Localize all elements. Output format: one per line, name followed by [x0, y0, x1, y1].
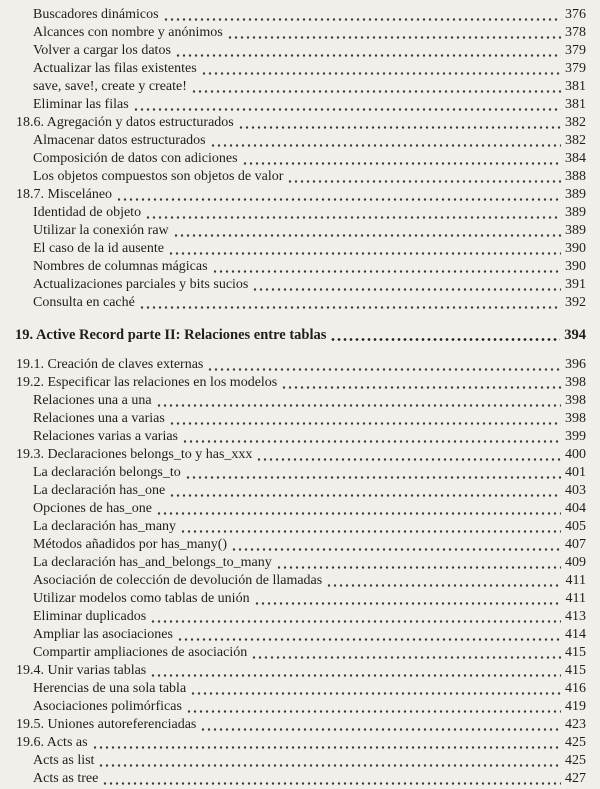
toc-entry: [15, 590, 586, 608]
toc-entry-page: 398: [565, 375, 586, 390]
toc-entry: [15, 6, 586, 24]
toc-entry: [15, 752, 586, 770]
toc-leader-dots: [326, 584, 561, 587]
toc-leader-dots: [163, 18, 561, 21]
table-of-contents: [15, 6, 586, 788]
toc-entry-page: 403: [565, 483, 586, 498]
toc-entry-page: 416: [565, 681, 586, 696]
toc-entry: [15, 572, 586, 590]
toc-leader-dots: [242, 162, 561, 165]
toc-entry-page: 396: [565, 357, 586, 372]
toc-entry: [15, 168, 586, 186]
toc-entry: [15, 410, 586, 428]
toc-leader-dots: [156, 404, 561, 407]
toc-entry-page: 382: [565, 115, 586, 130]
toc-entry-label: Asociaciones polimórficas: [33, 699, 182, 714]
toc-entry-label: La declaración has_one: [33, 483, 166, 498]
toc-entry-page: 388: [565, 169, 586, 184]
toc-entry-label: save, save!, create y create!: [33, 79, 187, 94]
toc-entry-page: 405: [565, 519, 586, 534]
toc-leader-dots: [256, 458, 561, 461]
toc-entry-page: 389: [565, 187, 586, 202]
toc-entry: [15, 374, 586, 392]
toc-entry: [15, 326, 586, 344]
toc-entry-page: 413: [565, 609, 586, 624]
toc-entry-page: 409: [565, 555, 586, 570]
toc-entry-page: 415: [565, 645, 586, 660]
toc-leader-dots: [182, 440, 561, 443]
toc-leader-dots: [169, 494, 561, 497]
toc-entry-label: La declaración has_and_belongs_to_many: [33, 555, 272, 570]
toc-entry-page: 379: [565, 61, 586, 76]
toc-entry-page: 407: [565, 537, 586, 552]
toc-leader-dots: [201, 72, 561, 75]
toc-entry: [15, 258, 586, 276]
toc-entry: [15, 464, 586, 482]
toc-entry-label: 18.6. Agregación y datos estructurados: [16, 115, 234, 130]
toc-entry-label: 19.4. Unir varias tablas: [16, 663, 147, 678]
toc-leader-dots: [175, 54, 561, 57]
toc-entry: [15, 500, 586, 518]
toc-entry-label: Buscadores dinámicos: [33, 7, 159, 22]
toc-leader-dots: [212, 270, 561, 273]
toc-leader-dots: [133, 108, 561, 111]
toc-entry-page: 425: [565, 753, 586, 768]
toc-leader-dots: [169, 422, 561, 425]
toc-entry-label: 19.1. Creación de claves externas: [16, 357, 204, 372]
toc-entry-page: 394: [564, 327, 586, 343]
toc-entry: [15, 114, 586, 132]
toc-entry-page: 392: [565, 295, 586, 310]
toc-entry-page: 419: [565, 699, 586, 714]
toc-entry-page: 427: [565, 771, 586, 786]
toc-leader-dots: [276, 566, 561, 569]
toc-entry: [15, 186, 586, 204]
toc-leader-dots: [145, 216, 561, 219]
toc-leader-dots: [168, 252, 561, 255]
toc-entry-label: Alcances con nombre y anónimos: [33, 25, 223, 40]
toc-entry-label: Acts as tree: [33, 771, 99, 786]
toc-leader-dots: [238, 126, 561, 129]
toc-entry: [15, 518, 586, 536]
toc-entry-page: 423: [565, 717, 586, 732]
toc-leader-dots: [150, 674, 561, 677]
toc-leader-dots: [254, 602, 562, 605]
toc-leader-dots: [177, 638, 561, 641]
toc-leader-dots: [330, 338, 560, 341]
toc-leader-dots: [116, 198, 561, 201]
toc-entry-label: 19. Active Record parte II: Relaciones entre tablas: [15, 327, 327, 343]
toc-entry-page: 415: [565, 663, 586, 678]
toc-entry-page: 425: [565, 735, 586, 750]
toc-entry-page: 398: [565, 393, 586, 408]
toc-entry-page: 414: [565, 627, 586, 642]
toc-entry-page: 391: [565, 277, 586, 292]
toc-leader-dots: [191, 90, 561, 93]
toc-leader-dots: [281, 386, 561, 389]
toc-entry: [15, 680, 586, 698]
toc-entry-label: Asociación de colección de devolución de llamadas: [33, 573, 323, 588]
toc-entry: [15, 698, 586, 716]
toc-entry: [15, 626, 586, 644]
toc-entry-label: Nombres de columnas mágicas: [33, 259, 208, 274]
toc-entry-label: Consulta en caché: [33, 295, 135, 310]
toc-entry-page: 378: [565, 25, 586, 40]
toc-entry: [15, 42, 586, 60]
toc-leader-dots: [186, 710, 561, 713]
toc-entry: [15, 60, 586, 78]
toc-entry-page: 398: [565, 411, 586, 426]
toc-entry-label: Actualizar las filas existentes: [33, 61, 197, 76]
toc-entry-page: 411: [565, 573, 586, 588]
toc-leader-dots: [200, 728, 561, 731]
toc-entry: [15, 446, 586, 464]
toc-entry-label: 19.3. Declaraciones belongs_to y has_xxx: [16, 447, 253, 462]
toc-leader-dots: [173, 234, 561, 237]
toc-entry-label: Volver a cargar los datos: [33, 43, 171, 58]
toc-entry-label: La declaración has_many: [33, 519, 177, 534]
toc-entry: [15, 770, 586, 788]
toc-entry-page: 376: [565, 7, 586, 22]
toc-leader-dots: [150, 620, 561, 623]
toc-entry: [15, 150, 586, 168]
toc-entry: [15, 294, 586, 312]
toc-entry: [15, 96, 586, 114]
toc-entry-page: 404: [565, 501, 586, 516]
toc-entry: [15, 392, 586, 410]
toc-entry-page: 389: [565, 223, 586, 238]
toc-entry-label: Composición de datos con adiciones: [33, 151, 238, 166]
toc-entry-label: 19.6. Acts as: [16, 735, 88, 750]
toc-entry: [15, 554, 586, 572]
toc-entry-label: 18.7. Misceláneo: [16, 187, 113, 202]
toc-entry-label: Eliminar duplicados: [33, 609, 147, 624]
toc-entry-page: 399: [565, 429, 586, 444]
toc-entry-label: Opciones de has_one: [33, 501, 152, 516]
toc-leader-dots: [287, 180, 561, 183]
toc-leader-dots: [231, 548, 561, 551]
toc-entry-label: Utilizar modelos como tablas de unión: [33, 591, 250, 606]
toc-entry-label: 19.5. Uniones autoreferenciadas: [16, 717, 197, 732]
toc-entry-label: Métodos añadidos por has_many(): [33, 537, 228, 552]
toc-entry-page: 400: [565, 447, 586, 462]
toc-leader-dots: [185, 476, 561, 479]
toc-entry: [15, 276, 586, 294]
toc-leader-dots: [207, 368, 561, 371]
toc-leader-dots: [252, 288, 561, 291]
toc-entry-label: Relaciones una a varias: [33, 411, 165, 426]
toc-entry: [15, 734, 586, 752]
toc-entry-label: El caso de la id ausente: [33, 241, 165, 256]
toc-entry-label: Compartir ampliaciones de asociación: [33, 645, 248, 660]
toc-entry-label: 19.2. Especificar las relaciones en los modelos: [16, 375, 278, 390]
toc-entry: [15, 644, 586, 662]
toc-leader-dots: [139, 306, 561, 309]
toc-entry-page: 384: [565, 151, 586, 166]
toc-entry-page: 401: [565, 465, 586, 480]
toc-leader-dots: [102, 782, 561, 785]
toc-entry-label: Ampliar las asociaciones: [33, 627, 173, 642]
toc-leader-dots: [210, 144, 561, 147]
toc-entry-page: 381: [565, 79, 586, 94]
toc-entry: [15, 78, 586, 96]
toc-entry-page: 390: [565, 259, 586, 274]
toc-entry-label: Eliminar las filas: [33, 97, 129, 112]
toc-entry-label: Identidad de objeto: [33, 205, 142, 220]
toc-entry: [15, 356, 586, 374]
toc-entry: [15, 536, 586, 554]
toc-leader-dots: [92, 746, 561, 749]
toc-entry-label: Actualizaciones parciales y bits sucios: [33, 277, 249, 292]
toc-entry: [15, 24, 586, 42]
toc-entry-label: Los objetos compuestos son objetos de valor: [33, 169, 284, 184]
toc-entry: [15, 608, 586, 626]
toc-leader-dots: [180, 530, 561, 533]
toc-leader-dots: [190, 692, 561, 695]
toc-leader-dots: [227, 36, 561, 39]
toc-entry: [15, 662, 586, 680]
toc-entry-label: La declaración belongs_to: [33, 465, 181, 480]
toc-entry: [15, 222, 586, 240]
toc-entry-page: 381: [565, 97, 586, 112]
toc-entry-page: 390: [565, 241, 586, 256]
toc-entry-label: Herencias de una sola tabla: [33, 681, 187, 696]
toc-entry-label: Acts as list: [33, 753, 95, 768]
toc-entry-page: 389: [565, 205, 586, 220]
toc-entry-label: Almacenar datos estructurados: [33, 133, 206, 148]
toc-leader-dots: [156, 512, 561, 515]
toc-entry: [15, 716, 586, 734]
toc-entry: [15, 240, 586, 258]
toc-entry: [15, 204, 586, 222]
toc-entry: [15, 482, 586, 500]
toc-entry: [15, 132, 586, 150]
toc-entry-page: 379: [565, 43, 586, 58]
toc-leader-dots: [251, 656, 561, 659]
toc-entry-page: 411: [565, 591, 586, 606]
toc-leader-dots: [98, 764, 561, 767]
toc-entry-page: 382: [565, 133, 586, 148]
toc-entry-label: Relaciones varias a varias: [33, 429, 178, 444]
toc-entry-label: Utilizar la conexión raw: [33, 223, 169, 238]
toc-entry-label: Relaciones una a una: [33, 393, 152, 408]
toc-entry: [15, 428, 586, 446]
